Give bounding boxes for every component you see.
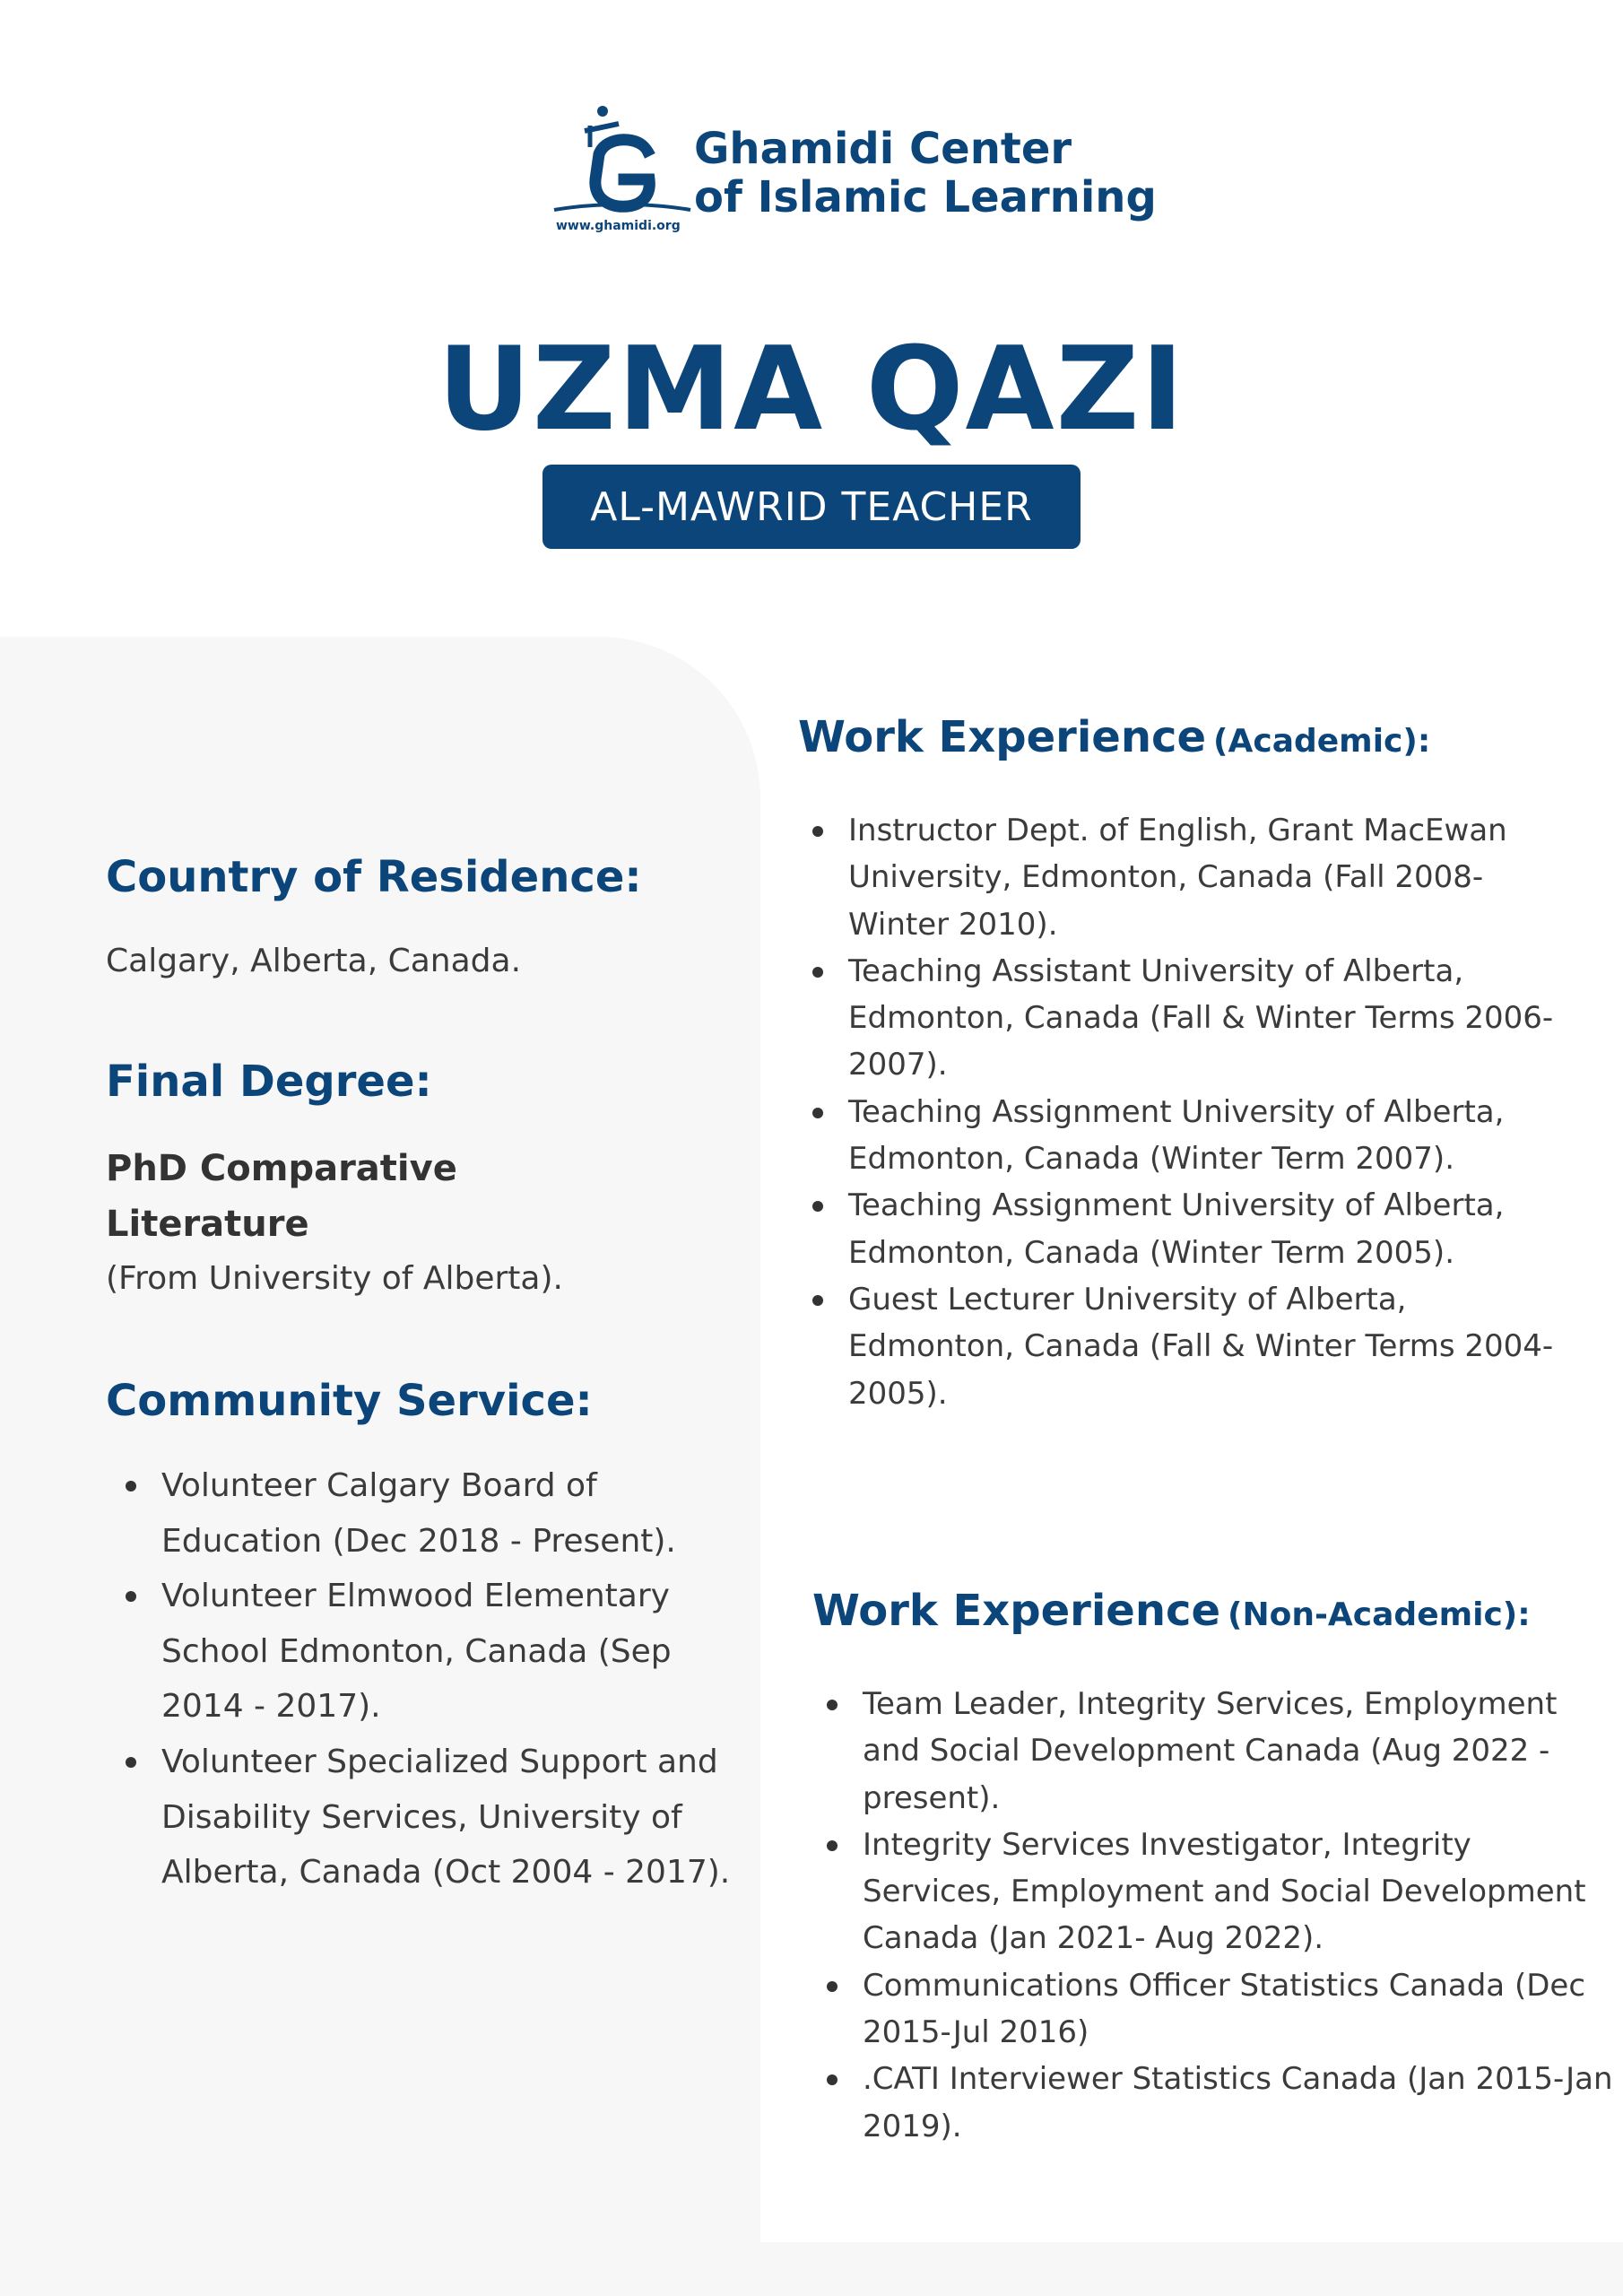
ghamidi-g-logo-icon	[551, 104, 694, 237]
list-item: Team Leader, Integrity Services, Employment and Social Development Canada (Aug 2022 - present).	[863, 1681, 1616, 1822]
degree-heading: Final Degree:	[106, 1057, 432, 1107]
academic-heading-title: Work Experience	[798, 712, 1207, 762]
list-item: Guest Lecturer University of Alberta, Edmonton, Canada (Fall & Winter Terms 2004- 2005).	[848, 1276, 1566, 1417]
role-badge	[542, 465, 1081, 549]
community-list	[106, 1458, 735, 1900]
degree-title	[106, 1141, 457, 1252]
degree-institution: (From University of Alberta).	[106, 1260, 563, 1297]
role-label: AL-MAWRID TEACHER	[590, 483, 1033, 530]
list-item: Instructor Dept. of English, Grant MacEwan University, Edmonton, Canada (Fall 2008-Winter 2010).	[848, 807, 1566, 948]
logo-title-line2: of Islamic Learning	[694, 172, 1157, 222]
list-item: Communications Officer Statistics Canada (Dec 2015-Jul 2016)	[863, 1962, 1616, 2057]
person-name: UZMA QAZI	[437, 323, 1186, 457]
list-item: Volunteer Elmwood Elementary School Edmonton, Canada (Sep 2014 - 2017).	[161, 1569, 735, 1735]
residence-heading: Country of Residence:	[106, 852, 642, 902]
list-item: Teaching Assignment University of Alberta, Edmonton, Canada (Winter Term 2005).	[848, 1182, 1566, 1276]
bottom-band	[760, 2242, 1623, 2296]
academic-list	[793, 807, 1566, 1417]
list-item: .CATI Interviewer Statistics Canada (Jan 2015-Jan 2019).	[863, 2056, 1616, 2150]
list-item: Volunteer Specialized Support and Disability Services, University of Alberta, Canada (Oct 2004 - 2017).	[161, 1735, 735, 1900]
logo-title-line1: Ghamidi Center	[694, 124, 1072, 174]
list-item: Integrity Services Investigator, Integrity Services, Employment and Social Development Canada (Jan 2021- Aug 2022).	[863, 1822, 1616, 1962]
nonacademic-heading-sub: (Non-Academic):	[1228, 1596, 1531, 1633]
list-item: Teaching Assignment University of Alberta, Edmonton, Canada (Winter Term 2007).	[848, 1089, 1566, 1183]
nonacademic-list	[807, 1681, 1616, 2150]
community-heading: Community Service:	[106, 1376, 593, 1426]
academic-heading-sub: (Academic):	[1213, 723, 1431, 760]
nonacademic-heading-title: Work Experience	[812, 1586, 1221, 1636]
list-item: Volunteer Calgary Board of Education (Dec 2018 - Present).	[161, 1458, 735, 1569]
nonacademic-heading	[812, 1586, 1531, 1636]
list-item: Teaching Assistant University of Alberta, Edmonton, Canada (Fall & Winter Terms 2006-2007).	[848, 948, 1566, 1089]
degree-title-line2: Literature	[106, 1204, 309, 1245]
degree-title-line1: PhD Comparative	[106, 1148, 457, 1189]
residence-value: Calgary, Alberta, Canada.	[106, 943, 522, 979]
academic-heading	[798, 712, 1430, 762]
logo-url: www.ghamidi.org	[556, 219, 681, 233]
